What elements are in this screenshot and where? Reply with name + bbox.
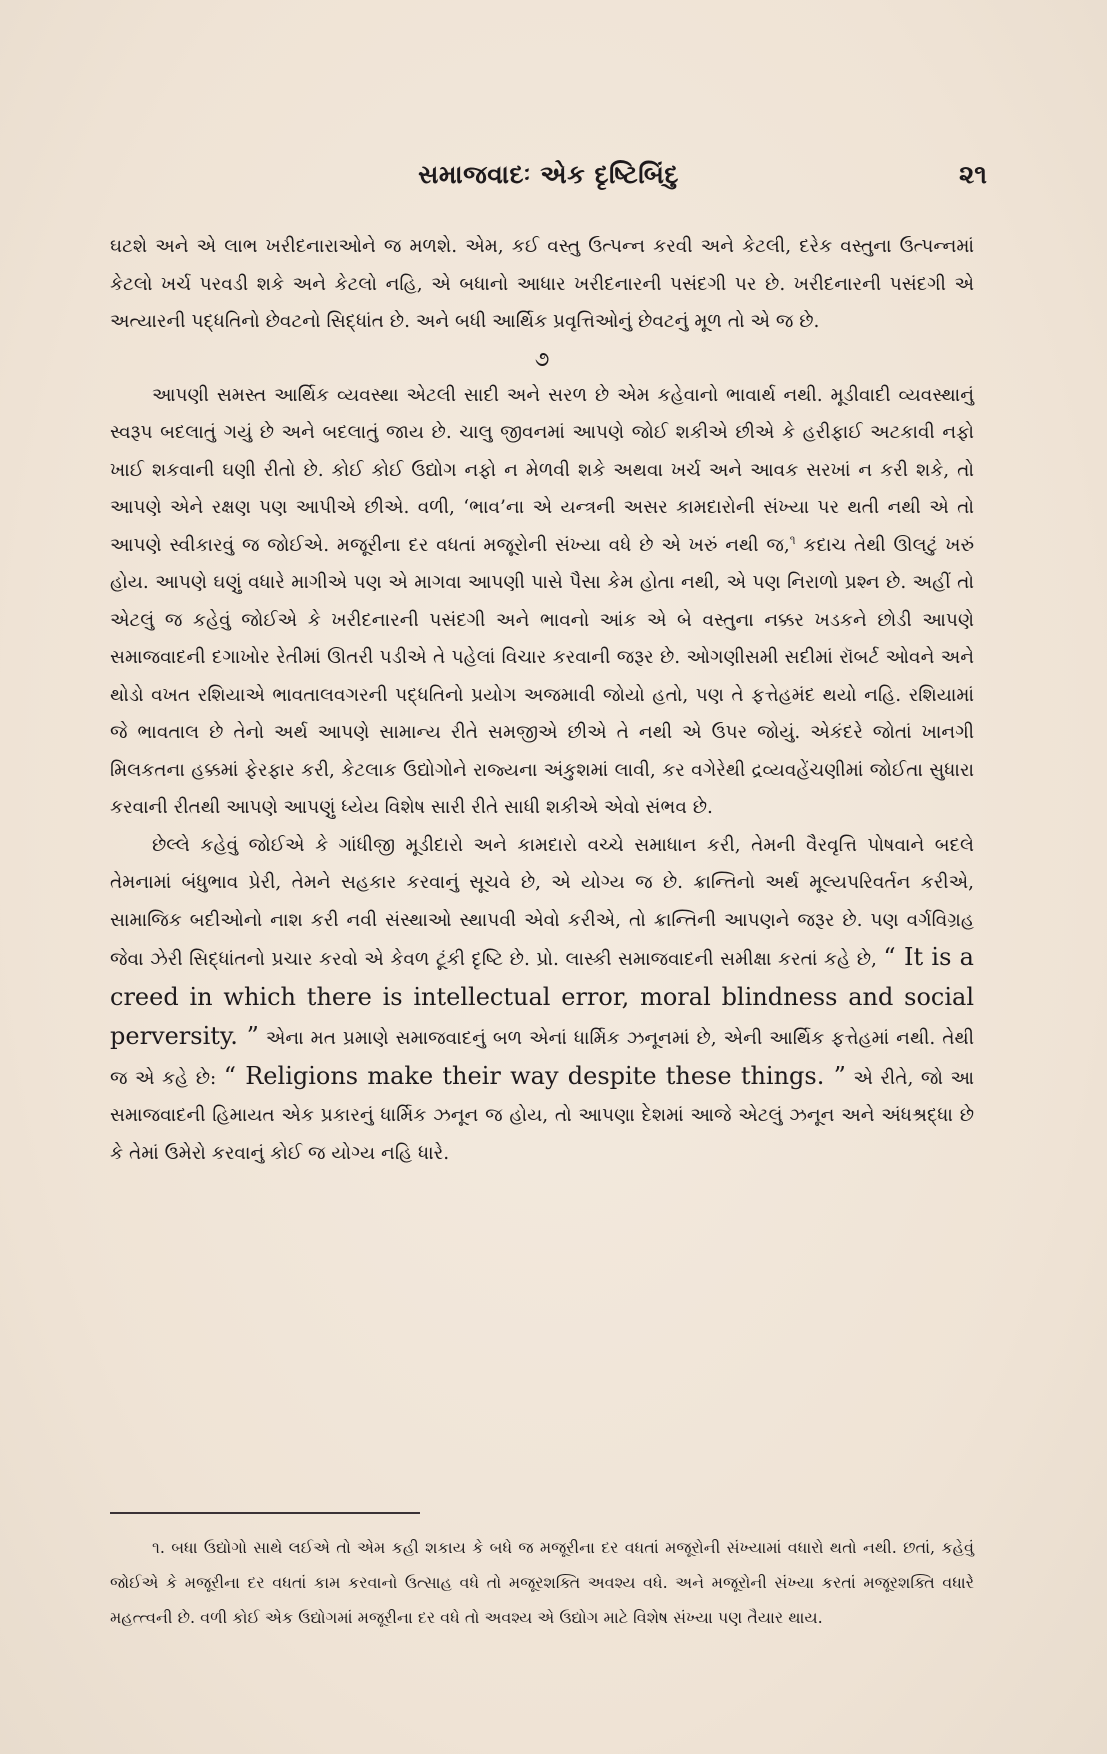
- paragraph: [110, 377, 974, 827]
- paragraph: ઘટશે અને એ લાભ ખરીદનારાઓને જ મળશે. એમ, કઈ વસ્તુ ઉત્પન્ન કરવી અને કેટલી, દરેક વસ્તુના ઉત્પન્નમાં કેટલો ખર્ચ પરવડી શકે અને કેટલો નહિ, એ બધાનો આધાર ખરીદનારની પસંદગી પર છે. ખરીદનારની પસંદગી એ અત્યારની પદ્ધતિનો છેવટનો સિદ્ધાંત છે. અને બધી આર્થિક પ્રવૃત્તિઓનું છેવટનું મૂળ તો એ જ છે.: [110, 236, 974, 332]
- paragraph: [110, 827, 974, 1173]
- paragraph-text: છેલ્લે કહેવું જોઈએ કે ગાંધીજી મૂડીદારો અને કામદારો વચ્ચે સમાધાન કરી, તેમની વૈરવૃત્તિ પોષવાને બદલે તેમનામાં બંધુભાવ પ્રેરી, તેમને સહકાર કરવાનું સૂચવે છે, એ યોગ્ય જ છે. ક્રાન્તિનો અર્થ મૂલ્યપરિવર્તન કરીએ, સામાજિક બદીઓનો નાશ કરી નવી સંસ્થાઓ સ્થાપવી એવો કરીએ, તો ક્રાન્તિની આપણને જરૂર છે. પણ વર્ગવિગ્રહ જેવા ઝેરી સિદ્ધાંતનો પ્રચાર કરવો એ કેવળ ટૂંકી દૃષ્ટિ છે. પ્રો. લાસ્કી સમાજવાદની સમીક્ષા કરતાં કહે છે,: [110, 834, 974, 970]
- page-number: ૨૧: [958, 160, 987, 190]
- footnote-reference[interactable]: ૧: [789, 532, 796, 547]
- english-quote: “ Religions make their way despite these things. ”: [223, 1061, 846, 1090]
- footnote-divider: [110, 1512, 420, 1514]
- english-quote: “ It is a creed in which there is intellectual error, moral blindness and social perversity. ”: [110, 943, 974, 1050]
- body-text: [110, 228, 974, 1172]
- paragraph-text: કદાચ તેથી ઊલટું ખરું હોય. આપણે ઘણું વધારે માગીએ પણ એ માગવા આપણી પાસે પૈસા કેમ હોતા નથી, એ પણ નિરાળો પ્રશ્ન છે. અહીં તો એટલું જ કહેવું જોઈએ કે ખરીદનારની પસંદગી અને ભાવનો આંક એ બે વસ્તુના નક્કર ખડકને છોડી આપણે સમાજવાદની દગાખોર રેતીમાં ઊતરી પડીએ તે પહેલાં વિચાર કરવાની જરૂર છે. ઓગણીસમી સદીમાં રૉબર્ટ ઓવને અને થોડો વખત રશિયાએ ભાવતાલવગરની પદ્ધતિનો પ્રયોગ અજમાવી જોયો હતો, પણ તે ફત્તેહમંદ થયો નહિ. રશિયામાં જે ભાવતાલ છે તેનો અર્થ આપણે સામાન્ય રીતે સમજીએ છીએ તે નથી એ ઉપર જોયું. એકંદરે જોતાં ખાનગી મિલકતના હક્કમાં ફેરફાર કરી, કેટલાક ઉદ્યોગોને રાજ્યના અંકુશમાં લાવી, કર વગેરેથી દ્રવ્યવહેંચણીમાં જોઈતા સુધારા કરવાની રીતથી આપણે આપણું ધ્યેય વિશેષ સારી રીતે સાધી શકીએ એવો સંભવ છે.: [110, 534, 975, 818]
- running-title: સમાજવાદઃ એક દૃષ્ટિબિંદુ: [418, 160, 679, 189]
- footnote: ૧. બધા ઉદ્યોગો સાથે લઈએ તો એમ કહી શકાય કે બધે જ મજૂરીના દર વધતાં મજૂરોની સંખ્યામાં વધારો થતો નથી. છતાં, કહેવું જોઈએ કે મજૂરીના દર વધતાં કામ કરવાનો ઉત્સાહ વધે તો મજૂરશક્તિ અવશ્ય વધે. અને મજૂરોની સંખ્યા કરતાં મજૂરશક્તિ વધારે મહત્ત્વની છે. વળી કોઈ એક ઉદ્યોગમાં મજૂરીના દર વધે તો અવશ્ય એ ઉદ્યોગ માટે વિશેષ સંખ્યા પણ તૈયાર થાય.: [110, 1538, 974, 1627]
- paragraph-text: આપણી સમસ્ત આર્થિક વ્યવસ્થા એટલી સાદી અને સરળ છે એમ કહેવાનો ભાવાર્થ નથી. મૂડીવાદી વ્યવસ્થાનું સ્વરૂપ બદલાતું ગયું છે અને બદલાતું જાય છે. ચાલુ જીવનમાં આપણે જોઈ શકીએ છીએ કે હરીફાઈ અટકાવી નફો ખાઈ શકવાની ઘણી રીતો છે. કોઈ કોઈ ઉદ્યોગ નફો ન મેળવી શકે અથવા ખર્ચ અને આવક સરખાં ન કરી શકે, તો આપણે એને રક્ષણ પણ આપીએ છીએ. વળી, ‘ભાવ’ના એ યન્ત્રની અસર કામદારોની સંખ્યા પર થતી નથી એ તો આપણે સ્વીકારવું જ જોઈએ. મજૂરીના દર વધતાં મજૂરોની સંખ્યા વધે છે એ ખરું નથી જ,: [110, 384, 974, 556]
- section-number: ૭: [534, 346, 550, 371]
- paragraph-text: એના મત પ્રમાણે સમાજવાદનું બળ એનાં ધાર્મિક ઝનૂનમાં છે, એની આર્થિક ફત્તેહમાં નથી. તેથી જ એ કહે છે:: [110, 1028, 975, 1089]
- paragraph-text: એ રીતે, જો આ સમાજવાદની હિમાયત એક પ્રકારનું ધાર્મિક ઝનૂન જ હોય, તો આપણા દેશમાં આજે એટલું ઝનૂન અને અંધશ્રદ્ધા છે કે તેમાં ઉમેરો કરવાનું કોઈ જ યોગ્ય નહિ ધારે.: [110, 1067, 975, 1164]
- page-header: [110, 160, 987, 200]
